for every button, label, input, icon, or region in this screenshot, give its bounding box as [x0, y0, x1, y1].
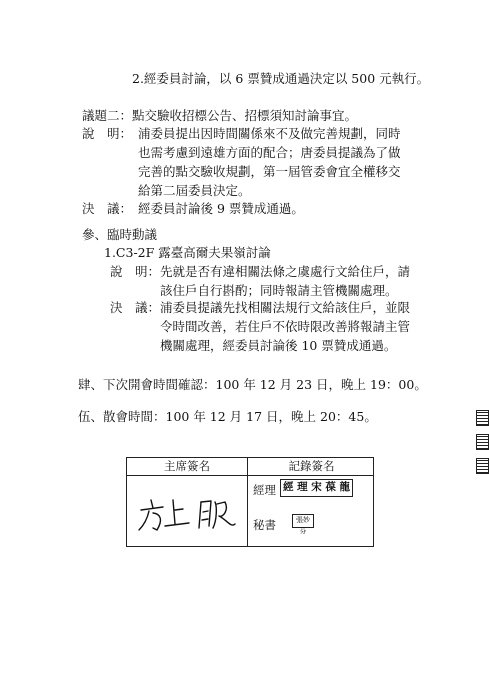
item2-explain-line-1: 浦委員提出因時間關係來不及做完善規劃，同時	[138, 126, 401, 141]
section3-explain-label: 說 明：	[110, 264, 161, 279]
signature-table-divider-horizontal	[127, 475, 373, 476]
binding-seal-marks	[476, 410, 489, 490]
resolution-line-2: 2.經委員討論，以 6 票贊成通過決定以 500 元執行。	[132, 71, 430, 86]
section3-decide-line-2: 令時間改善，若住戶不依時限改善將報請主管	[160, 319, 411, 334]
item2-explain-line-4: 給第二屆委員決定。	[138, 183, 251, 198]
section3-title: 參、臨時動議	[82, 227, 158, 242]
section4-next-meeting: 肆、下次開會時間確認：100 年 12 月 23 日，晚上 19：00。	[78, 377, 427, 392]
section3-explain-line-1: 先就是否有違相關法條之虞處行文給住戶，請	[160, 264, 411, 279]
binding-seal-mark-3	[476, 458, 489, 474]
item2-explain-line-3: 完善的點交驗收規劃，第一屆管委會宜全權移交	[138, 164, 401, 179]
item2-explain-line-2: 也需考慮到遠雄方面的配合；唐委員提議為了做	[138, 145, 401, 160]
section3-explain-text	[160, 266, 410, 304]
chair-handwritten-signature	[131, 480, 243, 540]
section3-explain-line-2: 該住戶自行斟酌；同時報請主管機關處理。	[160, 283, 398, 298]
section3-decide-label: 決 議：	[110, 300, 161, 315]
secretary-label: 秘書	[253, 518, 276, 532]
item2-decide-text: 經委員討論後 9 票贊成通過。	[138, 201, 304, 216]
binding-seal-mark-1	[476, 410, 489, 426]
signature-table	[126, 457, 374, 547]
manager-label: 經理	[253, 483, 276, 497]
secretary-name-stamp: 張妙芬	[292, 514, 314, 528]
manager-name-stamp: 經 理 宋 葆 龍	[280, 479, 353, 497]
binding-seal-mark-2	[476, 434, 489, 450]
section3-decide-line-1: 浦委員提議先找相關法規行文給該住戶，並限	[160, 300, 411, 315]
item2-explain-text	[138, 128, 401, 204]
record-signature-header: 記錄簽名	[288, 459, 335, 473]
item2-title: 議題二：點交驗收招標公告、招標須知討論事宜。	[82, 108, 358, 123]
section3-decide-text	[160, 302, 410, 359]
section3-decide-line-3: 機關處理，經委員討論後 10 票贊成通過。	[160, 338, 397, 353]
item2-explain-label: 說 明：	[82, 126, 133, 141]
section3-sub-item: 1.C3-2F 露臺高爾夫果嶺討論	[104, 245, 271, 260]
section5-adjourn: 伍、散會時間：100 年 12 月 17 日，晚上 20：45。	[78, 409, 377, 424]
item2-decide-label: 決 議：	[82, 201, 133, 216]
chair-signature-header: 主席簽名	[164, 459, 210, 473]
